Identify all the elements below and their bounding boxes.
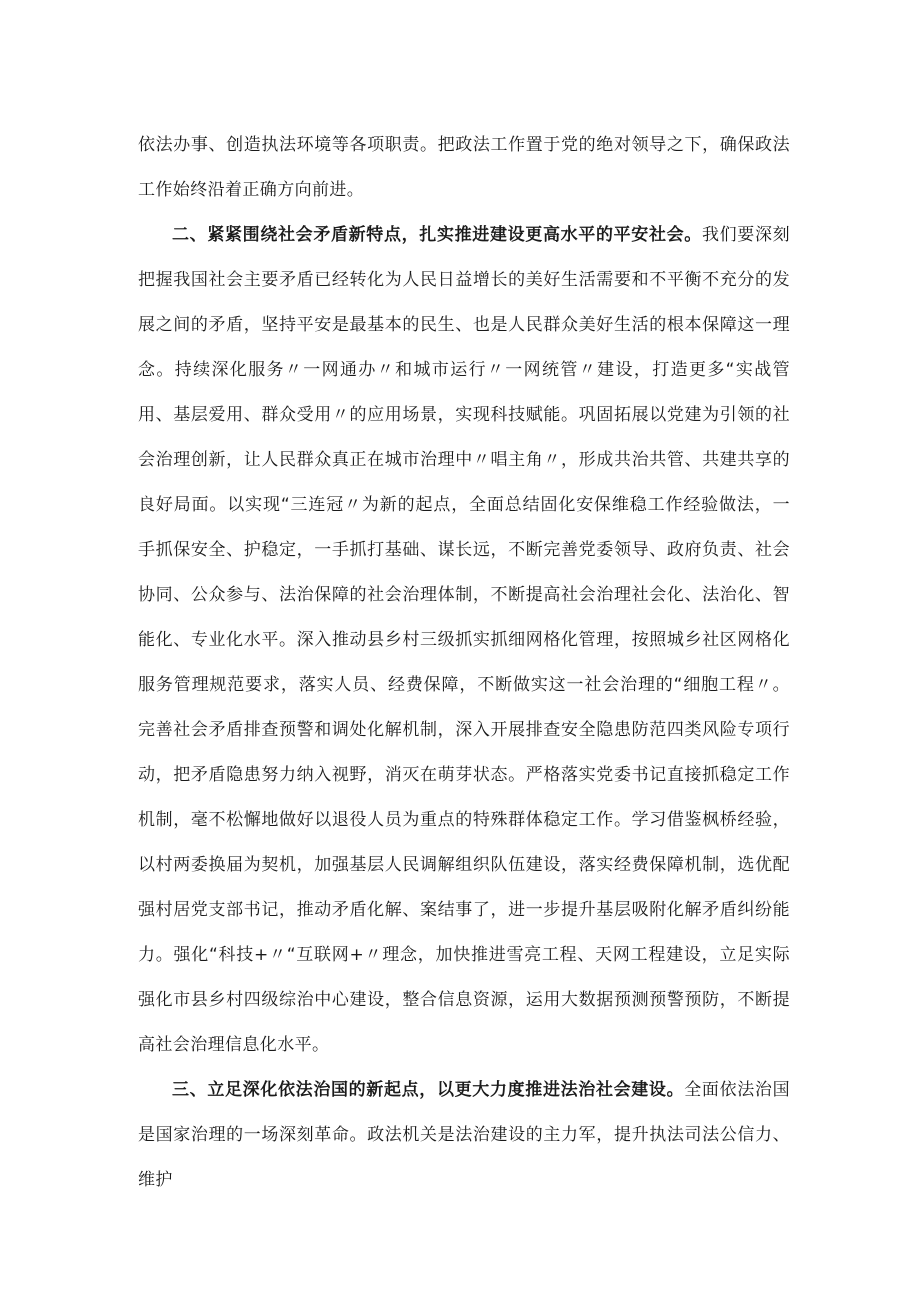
paragraph-section-two	[138, 213, 790, 1068]
document-body	[138, 123, 790, 1203]
paragraph-body: 我们要深刻把握我国社会主要矛盾已经转化为人民日益增长的美好生活需要和不平衡不充分的发展之间的矛盾，坚持平安是最基本的民生、也是人民群众美好生活的根本保障这一理念。持续深化服务〃一网通办〃和城市运行〃一网统管〃建设，打造更多“实战管用、基层爱用、群众受用〃的应用场景，实现科技赋能。巩固拓展以党建为引领的社会治理创新，让人民群众真正在城市治理中〃唱主角〃，形成共治共管、共建共享的良好局面。以实现“三连冠〃为新的起点，全面总结固化安保维稳工作经验做法，一手抓保安全、护稳定，一手抓打基础、谋长远，不断完善党委领导、政府负责、社会协同、公众参与、法治保障的社会治理体制，不断提高社会治理社会化、法治化、智能化、专业化水平。深入推动县乡村三级抓实抓细网格化管理，按照城乡社区网格化服务管理规范要求，落实人员、经费保障，不断做实这一社会治理的“细胞工程〃。完善社会矛盾排查预警和调处化解机制，深入开展排查安全隐患防范四类风险专项行动，把矛盾隐患努力纳入视野，消灭在萌芽状态。严格落实党委书记直接抓稳定工作机制，毫不松懈地做好以退役人员为重点的特殊群体稳定工作。学习借鉴枫桥经验，以村两委换届为契机，加强基层人民调解组织队伍建设，落实经费保障机制，选优配强村居党支部书记，推动矛盾化解、案结事了，进一步提升基层吸附化解矛盾纠纷能力。强化“科技+〃“互联网+〃理念，加快推进雪亮工程、天网工程建设，立足实际强化市县乡村四级综治中心建设，整合信息资源，运用大数据预测预警预防，不断提高社会治理信息化水平。	[138, 225, 791, 1055]
section-heading: 三、立足深化依法治国的新起点，以更大力度推进法治社会建设。	[172, 1080, 685, 1100]
section-heading: 二、紧紧围绕社会矛盾新特点，扎实推进建设更高水平的平安社会。	[172, 225, 702, 245]
paragraph-continuation	[138, 123, 790, 213]
paragraph-body: 全面依法治国是国家治理的一场深刻革命。政法机关是法治建设的主力军，提升执法司法公信力、维护	[138, 1080, 790, 1190]
paragraph-section-three	[138, 1068, 790, 1203]
paragraph-body: 依法办事、创造执法环境等各项职责。把政法工作置于党的绝对领导之下，确保政法工作始终沿着正确方向前进。	[138, 135, 790, 200]
